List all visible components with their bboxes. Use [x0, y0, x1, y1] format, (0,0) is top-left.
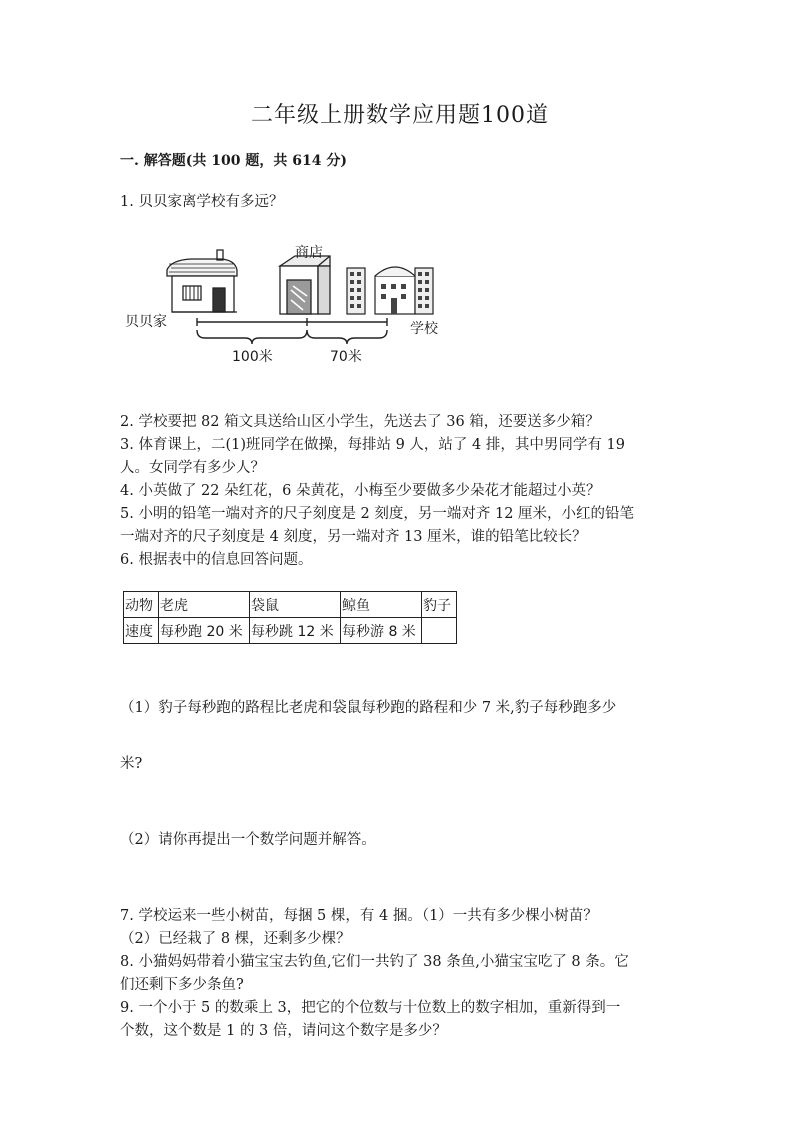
question-9-line-1: 9. 一个小于 5 的数乘上 3，把它的个位数与十位数上的数字相加，重新得到一 — [120, 1000, 621, 1016]
school-illustration — [347, 267, 433, 314]
table-cell: 每秒游 8 米 — [341, 618, 422, 644]
question-7-line-1: 7. 学校运来一些小树苗，每捆 5 棵，有 4 捆。（1）一共有多少棵小树苗？ — [120, 908, 598, 924]
table-cell: 每秒跑 20 米 — [159, 618, 250, 644]
school-label: 学校 — [410, 321, 438, 337]
question-3-line-1: 3. 体育课上，二(1)班同学在做操，每排站 9 人，站了 4 排，其中男同学有 19 — [120, 437, 625, 453]
question-3-line-2: 人。女同学有多少人？ — [120, 460, 265, 476]
question-4: 4. 小英做了 22 朵红花，6 朵黄花，小梅至少要做多少朵花才能超过小英？ — [120, 483, 601, 499]
distance-line — [197, 318, 387, 344]
question-6: 6. 根据表中的信息回答问题。 — [120, 552, 313, 568]
table-cell: 动物 — [124, 592, 159, 618]
table-header-row — [124, 592, 457, 618]
question-1: 1. 贝贝家离学校有多远？ — [120, 194, 284, 210]
question-2: 2. 学校要把 82 箱文具送给山区小学生，先送去了 36 箱，还要送多少箱？ — [120, 414, 600, 430]
table-cell: 老虎 — [159, 592, 250, 618]
shop-label: 商店 — [295, 245, 323, 261]
table-row — [124, 618, 457, 644]
animal-speed-table — [123, 591, 457, 644]
distance-label-1: 100米 — [232, 349, 273, 365]
section-heading: 一. 解答题(共 100 题，共 614 分) — [120, 153, 347, 169]
table-cell — [422, 618, 457, 644]
table-cell: 豹子 — [422, 592, 457, 618]
question-5-line-1: 5. 小明的铅笔一端对齐的尺子刻度是 2 刻度，另一端对齐 12 厘米，小红的铅笔 — [120, 506, 635, 522]
question-7-line-2: （2）已经栽了 8 棵，还剩多少棵？ — [120, 931, 351, 947]
table-cell: 每秒跳 12 米 — [250, 618, 341, 644]
question-6-part-1-line-1: （1）豹子每秒跑的路程比老虎和袋鼠每秒跑的路程和少 7 米,豹子每秒跑多少 — [120, 700, 617, 716]
question-6-part-1-line-2: 米? — [120, 756, 143, 772]
shop-illustration — [280, 256, 330, 314]
distance-diagram — [125, 238, 465, 373]
question-8-line-1: 8. 小猫妈妈带着小猫宝宝去钓鱼,它们一共钓了 38 条鱼,小猫宝宝吃了 8 条。它 — [120, 954, 629, 970]
distance-label-2: 70米 — [330, 349, 362, 365]
question-9-line-2: 个数，这个数是 1 的 3 倍，请问这个数字是多少？ — [120, 1023, 447, 1039]
table-cell: 袋鼠 — [250, 592, 341, 618]
home-label: 贝贝家 — [125, 314, 167, 330]
page-title: 二年级上册数学应用题100道 — [251, 103, 549, 128]
question-5-line-2: 一端对齐的尺子刻度是 4 刻度，另一端对齐 13 厘米，谁的铅笔比较长？ — [120, 529, 587, 545]
question-6-part-2: （2）请你再提出一个数学问题并解答。 — [120, 832, 376, 848]
question-8-line-2: 们还剩下多少条鱼? — [120, 977, 244, 993]
table-cell: 鲸鱼 — [341, 592, 422, 618]
table-cell: 速度 — [124, 618, 159, 644]
house-illustration — [167, 250, 237, 312]
